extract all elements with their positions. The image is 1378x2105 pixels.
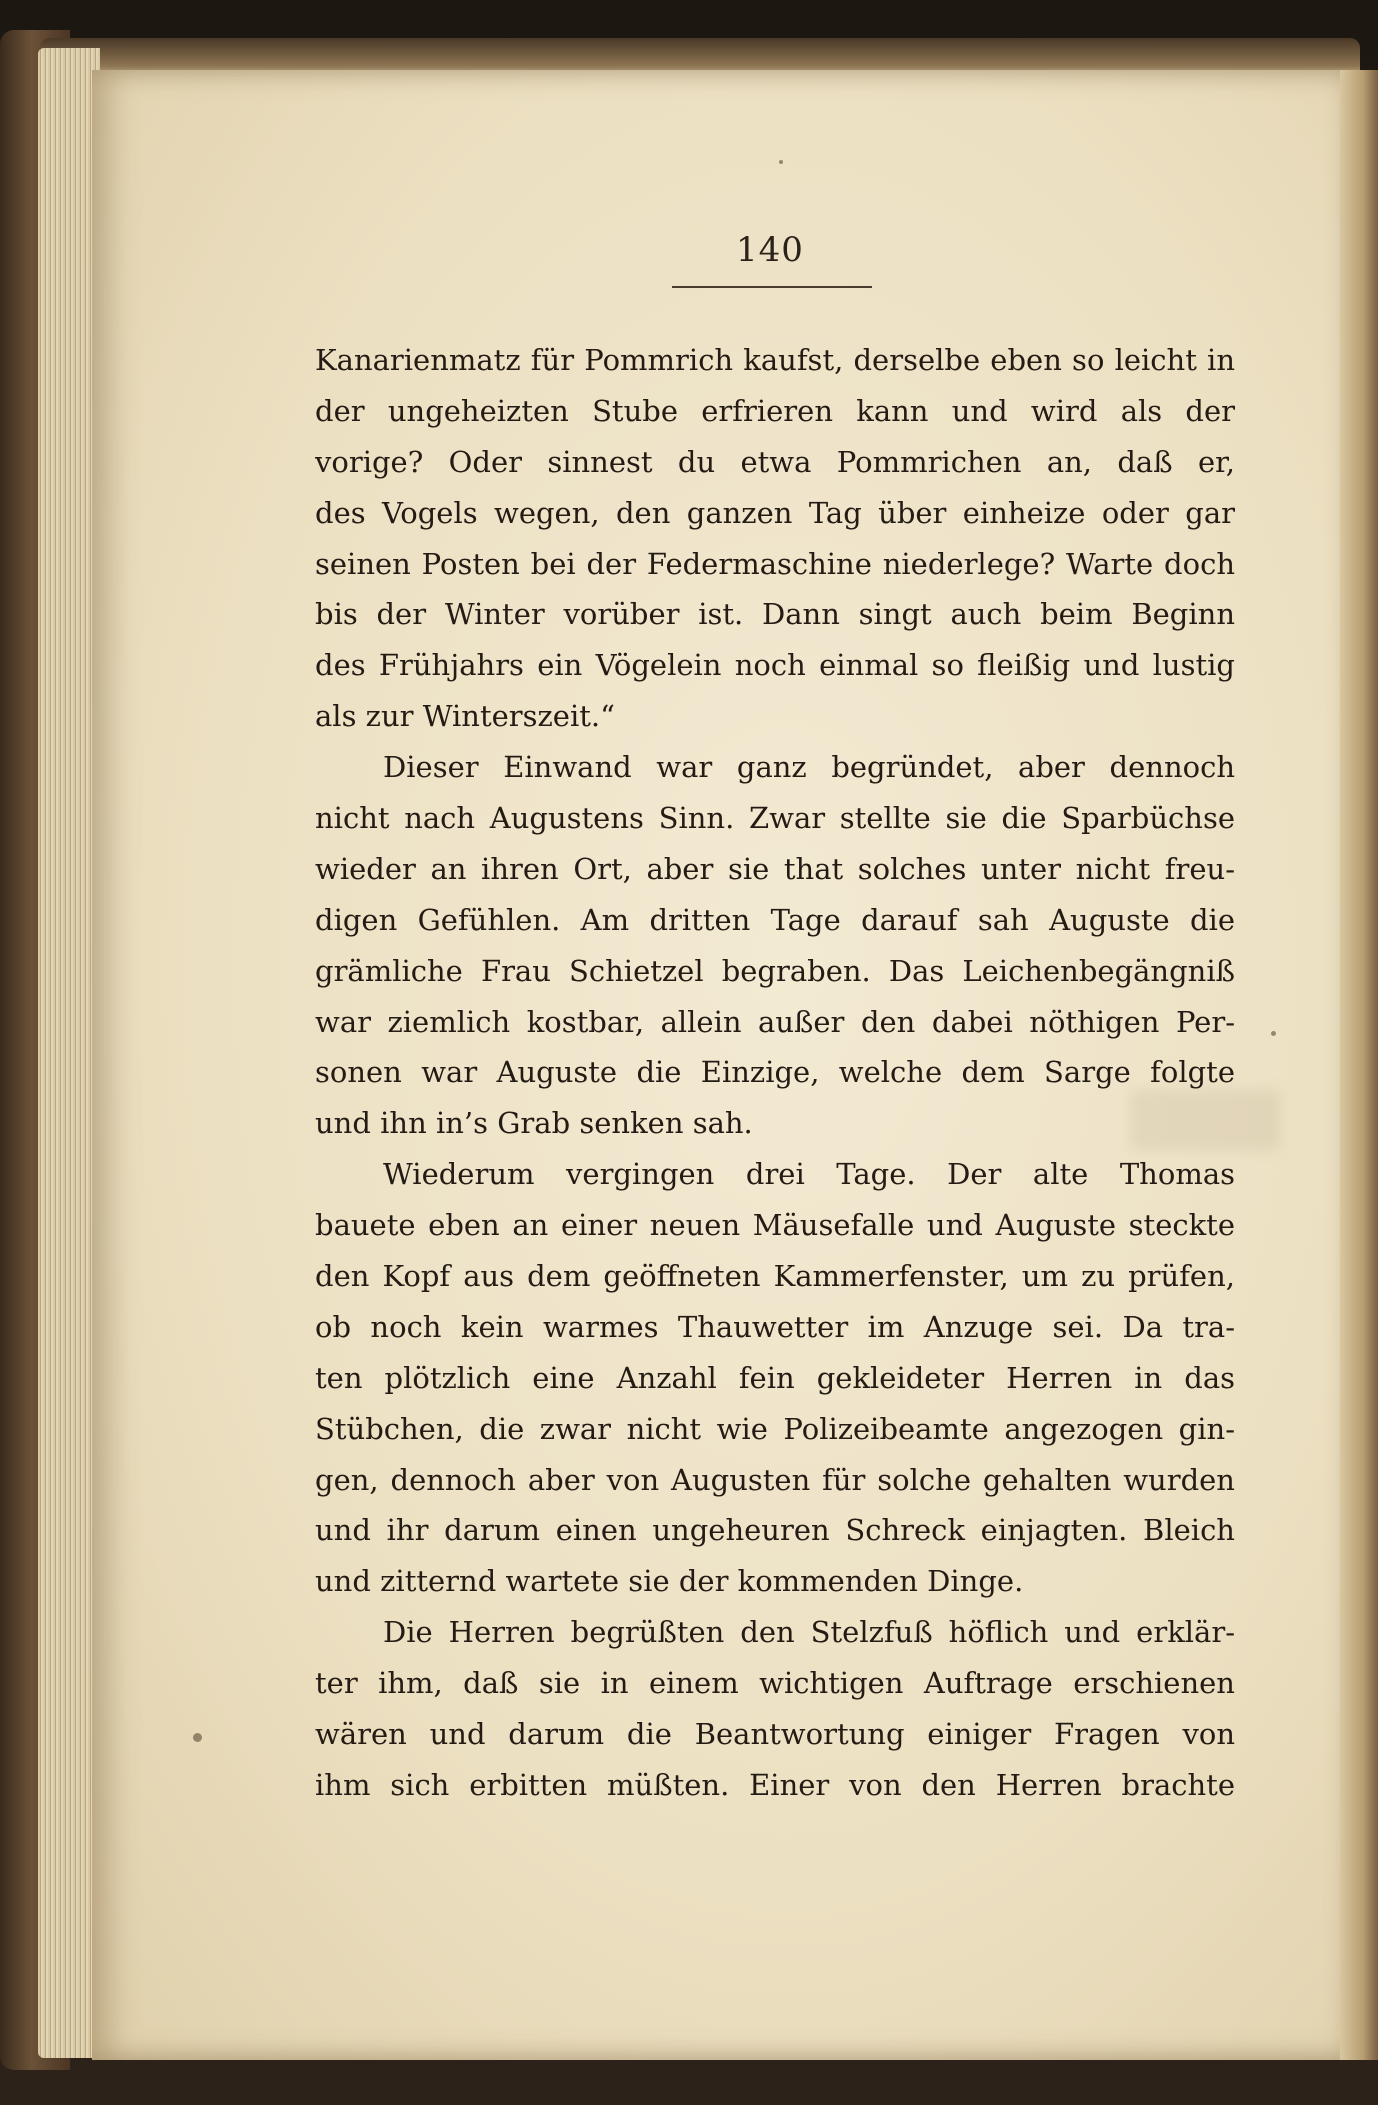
text-line: bis der Winter vorüber ist. Dann singt auch beim Beginn: [315, 597, 1235, 632]
text-line: den Kopf aus dem geöffneten Kammerfenster, um zu prüfen,: [315, 1259, 1235, 1294]
text-line: der ungeheizten Stube erfrieren kann und wird als der: [315, 393, 1235, 428]
text-line: und ihr darum einen ungeheuren Schreck einjagten. Bleich: [315, 1513, 1235, 1548]
text-line: seinen Posten bei der Federmaschine niederlege? Warte doch: [315, 546, 1235, 581]
text-line: war ziemlich kostbar, allein außer den dabei nöthigen Per-: [315, 1004, 1235, 1039]
text-line: Dieser Einwand war ganz begründet, aber dennoch: [383, 750, 1235, 785]
text-line: ter ihm, daß sie in einem wichtigen Auftrage erschienen: [315, 1666, 1235, 1701]
text-line: des Frühjahrs ein Vögelein noch einmal so fleißig und lustig: [315, 648, 1235, 683]
text-line: Kanarienmatz für Pommrich kaufst, derselbe eben so leicht in: [315, 343, 1235, 377]
text-line: Stübchen, die zwar nicht wie Polizeibeamte angezogen gin-: [315, 1411, 1235, 1446]
page-stack-edges: [38, 48, 100, 2058]
text-line: und ihn in’s Grab senken sah.: [315, 1106, 753, 1141]
text-line: vorige? Oder sinnest du etwa Pommrichen an, daß er,: [315, 444, 1235, 479]
header-rule: [672, 286, 872, 288]
text-line: wieder an ihren Ort, aber sie that solches unter nicht freu-: [315, 851, 1235, 886]
text-line: ob noch kein warmes Thauwetter im Anzuge sei. Da tra-: [315, 1309, 1235, 1344]
page-number: 140: [736, 230, 804, 270]
text-line: als zur Winterszeit.“: [315, 699, 615, 734]
text-line: wären und darum die Beantwortung einiger Fragen von: [315, 1717, 1235, 1752]
book-spine-shadow: [1340, 70, 1378, 2060]
paper-speck: [193, 1733, 202, 1742]
body-text: [315, 335, 1235, 1811]
text-line: ihm sich erbitten müßten. Einer von den Herren brachte: [315, 1767, 1235, 1802]
paper-speck: [1271, 1031, 1276, 1036]
text-line: bauete eben an einer neuen Mäusefalle und Auguste steckte: [315, 1208, 1235, 1243]
paper-speck: [779, 160, 783, 164]
text-line: des Vogels wegen, den ganzen Tag über einheize oder gar: [315, 495, 1235, 530]
text-line: und zitternd wartete sie der kommenden Dinge.: [315, 1564, 1024, 1599]
text-line: Die Herren begrüßten den Stelzfuß höflich und erklär-: [383, 1615, 1235, 1650]
text-line: ten plötzlich eine Anzahl fein gekleideter Herren in das: [315, 1360, 1235, 1395]
text-line: digen Gefühlen. Am dritten Tage darauf sah Auguste die: [315, 902, 1235, 937]
text-line: gen, dennoch aber von Augusten für solche gehalten wurden: [315, 1462, 1235, 1497]
text-line: grämliche Frau Schietzel begraben. Das Leichenbegängniß: [315, 953, 1235, 988]
text-line: sonen war Auguste die Einzige, welche dem Sarge folgte: [315, 1055, 1235, 1090]
text-line: Wiederum vergingen drei Tage. Der alte Thomas: [383, 1157, 1235, 1192]
text-line: nicht nach Augustens Sinn. Zwar stellte sie die Sparbüchse: [315, 801, 1235, 836]
